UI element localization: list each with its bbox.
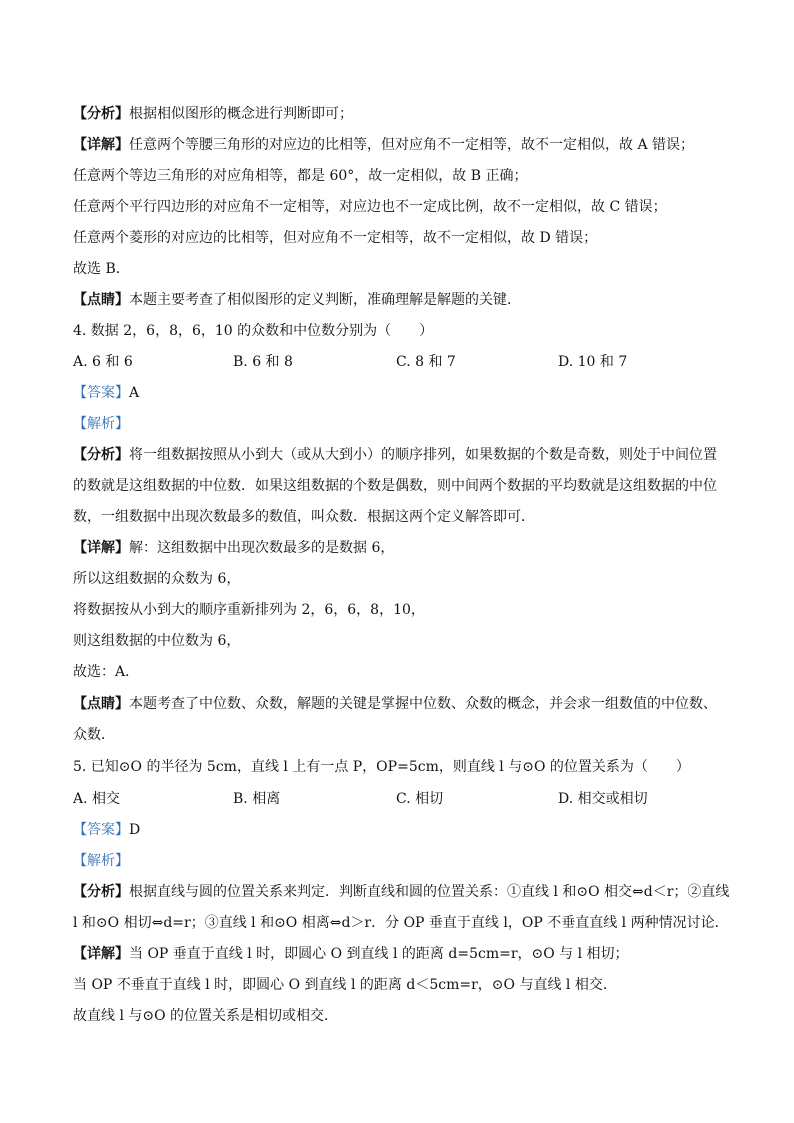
analysis-text: 将一组数据按照从小到大（或从大到小）的顺序排列，如果数据的个数是奇数，则处于中间位置 bbox=[129, 447, 717, 463]
analysis-tag: 【分析】 bbox=[73, 106, 129, 122]
comment-tag: 【点睛】 bbox=[73, 696, 129, 712]
q4-option-b: B. 6 和 8 bbox=[233, 354, 293, 370]
q4-stem: 4. 数据 2，6，8，6，10 的众数和中位数分别为（ ） bbox=[73, 323, 434, 339]
analysis-tag: 【分析】 bbox=[73, 447, 129, 463]
solution-tag: 【解析】 bbox=[73, 853, 129, 869]
q5-detail-1 bbox=[73, 944, 733, 964]
q3-detail-4: 任意两个菱形的对应边的比相等，但对应角不一定相等，故不一定相似，故 D 错误； bbox=[73, 230, 598, 246]
q5-option-d: D. 相交或相切 bbox=[558, 791, 648, 807]
q3-detail-1 bbox=[73, 135, 733, 155]
detail-tag: 【详解】 bbox=[73, 540, 129, 556]
q5-detail-3: 故直线 l 与⊙O 的位置关系是相切或相交． bbox=[73, 1008, 339, 1024]
q4-answer bbox=[73, 383, 733, 403]
q4-option-a: A. 6 和 6 bbox=[73, 354, 133, 370]
q4-option-c: C. 8 和 7 bbox=[396, 354, 456, 370]
q4-detail-4: 则这组数据的中位数为 6， bbox=[73, 633, 241, 649]
answer-value: D bbox=[129, 822, 141, 838]
q4-detail-3: 将数据按从小到大的顺序重新排列为 2，6，6，8，10， bbox=[73, 602, 425, 618]
q4-solution-heading bbox=[73, 414, 733, 434]
q3-detail-2: 任意两个等边三角形的对应角相等，都是 60°，故一定相似，故 B 正确； bbox=[73, 168, 528, 184]
q5-analysis-1 bbox=[73, 882, 733, 902]
q5-option-b: B. 相离 bbox=[233, 791, 281, 807]
detail-text: 任意两个等腰三角形的对应边的比相等，但对应角不一定相等，故不一定相似，故 A 错误； bbox=[129, 137, 695, 153]
q5-answer bbox=[73, 820, 733, 840]
q3-detail-5: 故选 B． bbox=[73, 261, 130, 277]
q5-option-c: C. 相切 bbox=[396, 791, 444, 807]
q4-comment-2: 众数． bbox=[73, 727, 115, 743]
q4-analysis-1 bbox=[73, 445, 733, 465]
q5-stem: 5. 已知⊙O 的半径为 5cm，直线 l 上有一点 P，OP=5cm，则直线 l 与⊙O 的位置关系为（ ） bbox=[73, 759, 690, 775]
q5-solution-heading bbox=[73, 851, 733, 871]
detail-text: 当 OP 垂直于直线 l 时，即圆心 O 到直线 l 的距离 d=5cm=r，⊙O 与 l 相切； bbox=[129, 946, 629, 962]
q5-option-a: A. 相交 bbox=[73, 791, 121, 807]
analysis-tag: 【分析】 bbox=[73, 884, 129, 900]
analysis-text: 根据直线与圆的位置关系来判定．判断直线和圆的位置关系：①直线 l 和⊙O 相交⇔d＜r；②直线 bbox=[129, 884, 730, 900]
answer-tag: 【答案】 bbox=[73, 385, 129, 401]
q3-detail-3: 任意两个平行四边形的对应角不一定相等，对应边也不一定成比例，故不一定相似，故 C 错误； bbox=[73, 199, 667, 215]
q4-detail-1 bbox=[73, 538, 733, 558]
q4-detail-5: 故选：A． bbox=[73, 664, 140, 680]
q4-comment-1 bbox=[73, 694, 733, 714]
answer-tag: 【答案】 bbox=[73, 822, 129, 838]
q4-analysis-3: 数，一组数据中出现次数最多的数值，叫众数．根据这两个定义解答即可． bbox=[73, 509, 535, 525]
detail-tag: 【详解】 bbox=[73, 946, 129, 962]
comment-text: 本题主要考查了相似图形的定义判断，准确理解是解题的关键． bbox=[129, 292, 521, 308]
q4-analysis-2: 的数就是这组数据的中位数．如果这组数据的个数是偶数，则中间两个数据的平均数就是这组数据的中位 bbox=[73, 478, 717, 494]
answer-value: A bbox=[129, 385, 140, 401]
comment-tag: 【点睛】 bbox=[73, 292, 129, 308]
q3-analysis bbox=[73, 104, 733, 124]
q5-analysis-2: l 和⊙O 相切⇔d=r；③直线 l 和⊙O 相离⇔d＞r．分 OP 垂直于直线 l，OP 不垂直直线 l 两种情况讨论． bbox=[73, 915, 729, 931]
detail-tag: 【详解】 bbox=[73, 137, 129, 153]
detail-text: 解：这组数据中出现次数最多的是数据 6， bbox=[129, 540, 395, 556]
q4-detail-2: 所以这组数据的众数为 6， bbox=[73, 571, 241, 587]
comment-text: 本题考查了中位数、众数，解题的关键是掌握中位数、众数的概念，并会求一组数值的中位数、 bbox=[129, 696, 717, 712]
q3-comment bbox=[73, 290, 733, 310]
solution-tag: 【解析】 bbox=[73, 416, 129, 432]
q5-detail-2: 当 OP 不垂直于直线 l 时，即圆心 O 到直线 l 的距离 d＜5cm=r，⊙O 与直线 l 相交． bbox=[73, 977, 617, 993]
q4-option-d: D. 10 和 7 bbox=[558, 354, 628, 370]
analysis-text: 根据相似图形的概念进行判断即可； bbox=[129, 106, 353, 122]
